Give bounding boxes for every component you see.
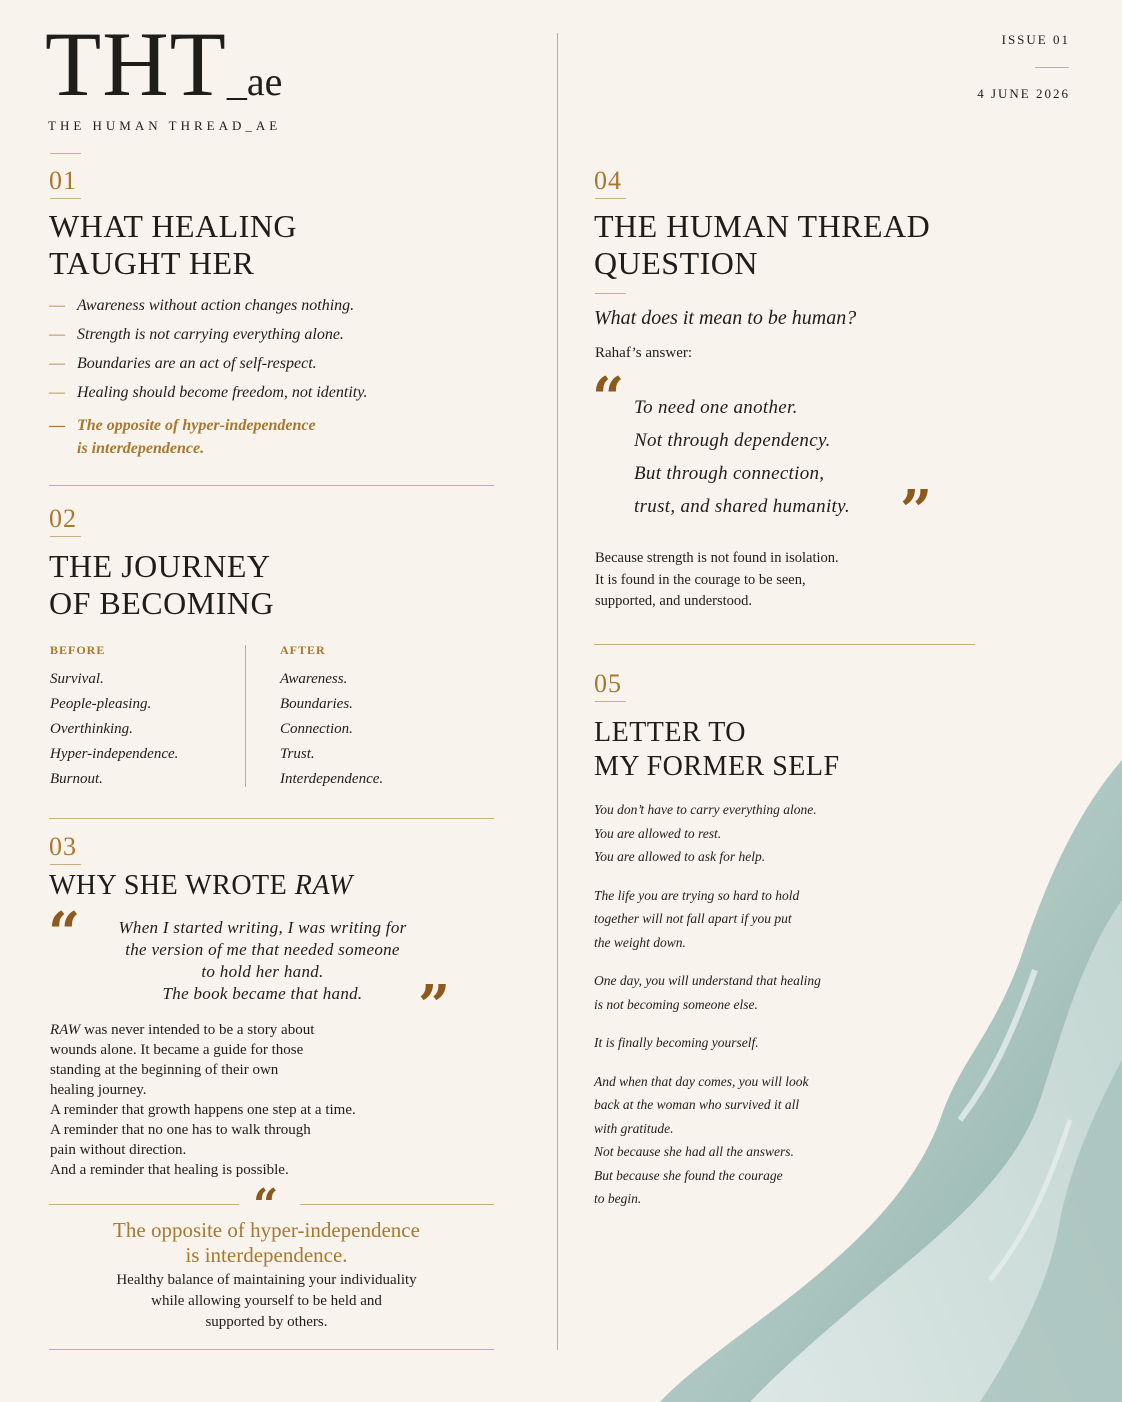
section-04-rule-bottom: [595, 293, 626, 294]
list-item-highlight: — The opposite of hyper-independence is interdependence.: [49, 417, 316, 457]
before-after-divider: [245, 645, 246, 787]
section-04-rule-top: [595, 198, 626, 199]
letter-paragraph: It is finally becoming yourself.: [594, 1035, 759, 1050]
issue-number: ISSUE 01: [1001, 32, 1070, 47]
list-item: Survival.: [50, 671, 104, 687]
list-item: Burnout.: [50, 771, 103, 787]
letter-paragraph: And when that day comes, you will look back at the woman who survived it all with gratitude. Not because she had all the answers. But because she found the courage to begin.: [594, 1073, 809, 1206]
interdependence-callout: The opposite of hyper-independence is interdependence.: [113, 1218, 420, 1267]
logo-subtitle: THE HUMAN THREAD_AE: [48, 118, 282, 133]
pull-quote-rule-left: [49, 1204, 239, 1205]
after-list: [280, 667, 383, 792]
section-01-rule-top: [50, 153, 81, 154]
section-01-rule-bottom: [50, 198, 81, 199]
section-03-rule: [50, 864, 81, 865]
section-05-rule: [595, 701, 626, 702]
answer-label: Rahaf’s answer:: [595, 345, 693, 361]
column-divider: [557, 33, 558, 1350]
section-divider: [49, 485, 494, 486]
open-quote-icon: “: [48, 900, 81, 966]
close-quote-icon: ”: [418, 973, 451, 1039]
list-item: Awareness.: [280, 671, 348, 687]
list-item: Boundaries.: [280, 696, 353, 712]
list-item: — Strength is not carrying everything alone.: [49, 326, 344, 343]
section-03-title: WHY SHE WROTE RAW: [49, 870, 353, 901]
close-quote-icon: ”: [900, 478, 933, 544]
section-05-title: LETTER TO MY FORMER SELF: [594, 717, 840, 782]
after-label: AFTER: [280, 643, 326, 657]
section-01-number: 01: [49, 166, 77, 195]
list-item: Interdependence.: [280, 771, 384, 787]
section-03-number: 03: [49, 832, 77, 861]
section-02-number: 02: [49, 504, 77, 533]
section-divider: [594, 644, 975, 645]
section-04-title: THE HUMAN THREAD QUESTION: [594, 208, 931, 281]
list-item: Hyper-independence.: [50, 746, 179, 762]
section-04-number: 04: [594, 166, 622, 195]
section-02-rule: [50, 536, 81, 537]
section-02-title: THE JOURNEY OF BECOMING: [49, 548, 275, 621]
human-question: What does it mean to be human?: [594, 307, 857, 329]
pull-quote-rule-right: [300, 1204, 494, 1205]
list-item: Overthinking.: [50, 721, 133, 737]
list-item: People-pleasing.: [50, 696, 152, 712]
bottom-rule: [49, 1349, 494, 1350]
letter-paragraph: You don’t have to carry everything alone. You are allowed to rest. You are allowed to ask for help.: [594, 802, 817, 864]
letter-paragraph: The life you are trying so hard to hold together will not fall apart if you put the weight down.: [594, 887, 800, 950]
pull-quote-icon: “: [253, 1180, 279, 1231]
letter-body: [594, 798, 894, 1226]
list-item: Trust.: [280, 746, 315, 762]
healing-lessons-list: [49, 295, 489, 467]
open-quote-icon: “: [592, 365, 625, 431]
section-05-number: 05: [594, 669, 622, 698]
section-divider: [49, 818, 494, 819]
section-03-pull-quote: When I started writing, I was writing for the version of me that needed someone to hold her hand. The book became that hand.: [118, 918, 407, 1003]
section-04-body: Because strength is not found in isolation. It is found in the courage to be seen, supported, and understood.: [595, 550, 839, 609]
header-divider: [1035, 67, 1069, 68]
rahaf-answer-quote: To need one another. Not through dependency. But through connection, trust, and shared humanity.: [634, 397, 850, 517]
list-item: — Healing should become freedom, not identity.: [49, 384, 368, 401]
before-list: [50, 667, 178, 792]
issue-date: 4 JUNE 2026: [977, 86, 1070, 101]
before-label: BEFORE: [50, 643, 106, 657]
section-01-title: WHAT HEALING TAUGHT HER: [49, 208, 298, 281]
letter-paragraph: One day, you will understand that healing is not becoming someone else.: [594, 973, 821, 1012]
logo-wordmark: THT_ae: [45, 13, 283, 115]
list-item: — Boundaries are an act of self-respect.: [49, 355, 317, 372]
list-item: Connection.: [280, 721, 353, 737]
section-03-body: RAW was never intended to be a story about wounds alone. It became a guide for those standing at the beginning of their own healing journey. A reminder that growth happens one step at a time. A reminder that no one has to walk through pain without direction. And a reminder that healing is possible.: [50, 1022, 356, 1178]
list-item: — Awareness without action changes nothing.: [49, 297, 355, 314]
interdependence-description: Healthy balance of maintaining your individuality while allowing yourself to be held and supported by others.: [116, 1272, 417, 1330]
